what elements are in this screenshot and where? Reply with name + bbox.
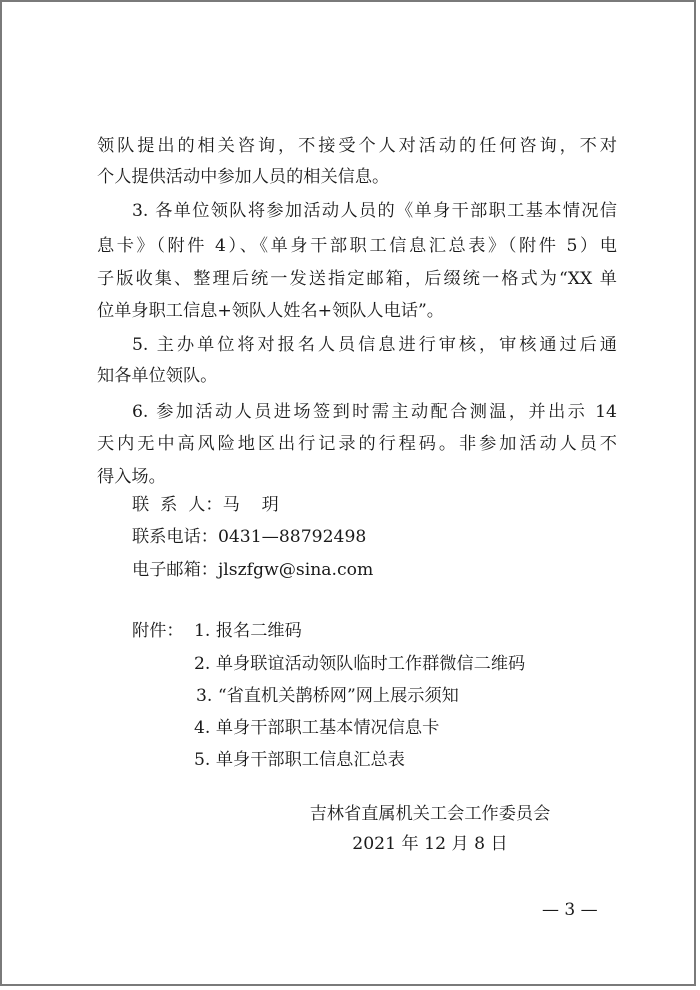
attachment-item: 2. 单身联谊活动领队临时工作群微信二维码 xyxy=(194,654,526,674)
body-line: 个人提供活动中参加人员的相关信息。 xyxy=(97,167,390,187)
page-number: — 3 — xyxy=(542,900,598,920)
body-line: 知各单位领队。 xyxy=(97,366,218,386)
body-line: 6. 参加活动人员进场签到时需主动配合测温，并出示 14 xyxy=(132,402,617,422)
body-line: 息卡》（附件 4）、《单身干部职工信息汇总表》（附件 5）电 xyxy=(97,236,617,256)
contact-email: 电子邮箱：jlszfgw@sina.com xyxy=(132,560,374,580)
attachments-label: 附件： xyxy=(132,621,184,641)
signature-org: 吉林省直属机关工会工作委员会 xyxy=(309,804,551,824)
signature-date: 2021 年 12 月 8 日 xyxy=(352,834,508,854)
attachment-item: 5. 单身干部职工信息汇总表 xyxy=(194,750,405,770)
attachment-item: 3. “省直机关鹊桥网”网上展示须知 xyxy=(196,686,459,706)
body-line: 子版收集、整理后统一发送指定邮箱，后缀统一格式为“XX 单 xyxy=(97,269,617,289)
attachment-item: 1. 报名二维码 xyxy=(194,621,302,641)
body-line: 领队提出的相关咨询，不接受个人对活动的任何咨询，不对 xyxy=(97,136,617,156)
contact-person: 联 系 人：马 玥 xyxy=(132,495,279,515)
body-line: 得入场。 xyxy=(97,467,166,487)
body-line: 位单身职工信息+领队人姓名+领队人电话”。 xyxy=(97,301,444,321)
body-line: 5. 主办单位将对报名人员信息进行审核，审核通过后通 xyxy=(132,335,617,355)
body-line: 天内无中高风险地区出行记录的行程码。非参加活动人员不 xyxy=(97,434,617,454)
body-line: 3. 各单位领队将参加活动人员的《单身干部职工基本情况信 xyxy=(132,201,617,221)
contact-phone: 联系电话：0431—88792498 xyxy=(132,527,367,547)
attachment-item: 4. 单身干部职工基本情况信息卡 xyxy=(194,718,440,738)
